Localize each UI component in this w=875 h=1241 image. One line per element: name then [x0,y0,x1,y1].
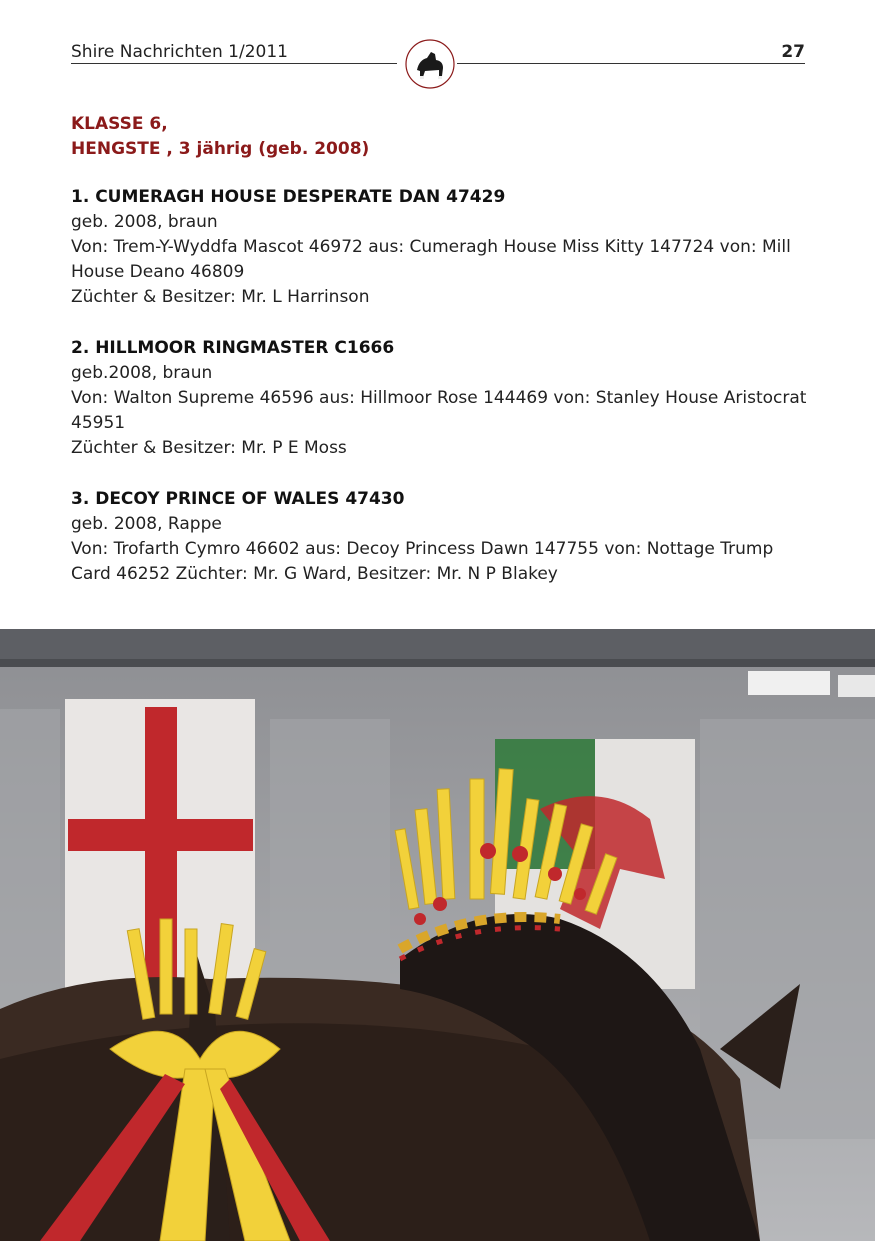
entry-owner: Züchter & Besitzer: Mr. L Harrinson [71,287,370,307]
entry-birth: geb.2008, braun [71,363,213,383]
result-entry [71,487,811,587]
entry-birth: geb. 2008, Rappe [71,514,222,534]
entry-pedigree: Von: Trem-Y-Wyddfa Mascot 46972 aus: Cumeragh House Miss Kitty 147724 von: Mill House Deano 46809 [71,237,791,282]
results-section [71,112,811,613]
entry-birth: geb. 2008, braun [71,212,218,232]
header-rule [457,63,805,64]
class-heading: KLASSE 6, [71,114,168,134]
club-logo [403,34,457,94]
horse-photo [0,629,875,1241]
entry-name: 2. HILLMOOR RINGMASTER C1666 [71,338,395,358]
header-rule [71,63,397,64]
entry-pedigree: Von: Walton Supreme 46596 aus: Hillmoor Rose 144469 von: Stanley House Aristocrat 45951 [71,388,807,433]
entry-name: 1. CUMERAGH HOUSE DESPERATE DAN 47429 [71,187,506,207]
page-number: 27 [781,42,805,62]
result-entry [71,185,811,310]
entry-owner: Züchter & Besitzer: Mr. P E Moss [71,438,347,458]
publication-title: Shire Nachrichten 1/2011 [71,42,288,62]
class-subheading: HENGSTE , 3 jährig (geb. 2008) [71,139,370,159]
entry-pedigree: Von: Trofarth Cymro 46602 aus: Decoy Princess Dawn 147755 von: Nottage Trump Card 46252 Züchter: Mr. G Ward, Besitzer: Mr. N P Blakey [71,539,774,584]
page-header [71,36,805,106]
entry-name: 3. DECOY PRINCE OF WALES 47430 [71,489,405,509]
result-entry [71,336,811,461]
